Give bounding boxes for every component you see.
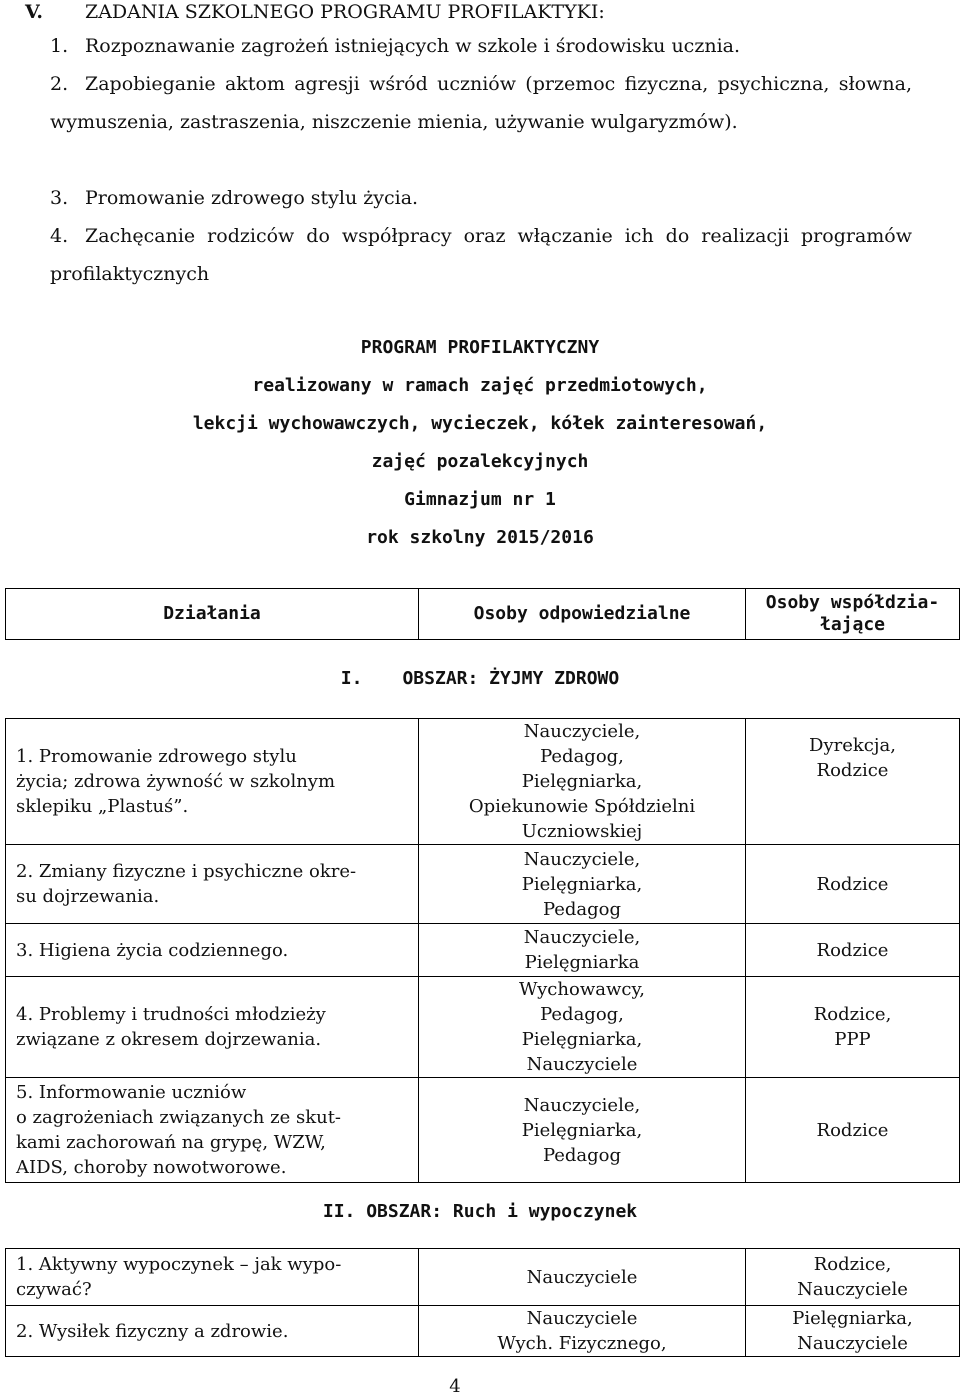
cell-line: Pielęgniarka, — [521, 873, 643, 895]
cell-line: kami zachorowań na grypę, WZW, — [16, 1132, 326, 1153]
cell-line: 5. Informowanie uczniów — [16, 1082, 247, 1103]
program-subtitle-line: zajęć pozalekcyjnych — [371, 451, 589, 472]
cell-line: Pielęgniarka — [524, 952, 640, 973]
task-number: 3. — [50, 187, 69, 209]
action-cell — [6, 719, 419, 845]
cell-line: Nauczyciele — [526, 1266, 638, 1288]
cell-line: Nauczyciele — [797, 1333, 908, 1354]
cell-line: Opiekunowie Spółdzielni — [468, 796, 696, 817]
partners-cell — [746, 1249, 960, 1306]
area-roman-numeral: I. — [340, 668, 363, 689]
area-title: OBSZAR: ŻYJMY ZDROWO — [402, 668, 620, 689]
cell-line: su dojrzewania. — [16, 886, 160, 907]
cell-line: Pielęgniarka, — [792, 1308, 913, 1329]
cell-line: o zagrożeniach związanych ze skut- — [16, 1107, 342, 1128]
cell-line: Pielęgniarka, — [521, 1029, 643, 1050]
cell-line: Rodzice — [816, 873, 889, 895]
responsible-cell — [419, 924, 746, 977]
cell-line: Nauczyciele — [526, 1308, 638, 1329]
cell-line: 4. Problemy i trudności młodzieży — [16, 1004, 326, 1025]
action-cell — [6, 924, 419, 977]
program-subtitle-line: realizowany w ramach zajęć przedmiotowych, — [252, 375, 708, 396]
cell-line: Rodzice — [816, 1119, 889, 1141]
responsible-cell — [419, 977, 746, 1078]
column-header-partners-line: łające — [819, 614, 886, 635]
responsible-cell — [419, 1306, 746, 1357]
task-text: Zachęcanie rodziców do współpracy oraz włączanie ich do realizacji programów profilaktycznych — [50, 225, 912, 285]
task-number: 2. — [50, 73, 69, 95]
responsible-cell — [419, 719, 746, 845]
school-year: rok szkolny 2015/2016 — [366, 527, 594, 548]
responsible-cell — [419, 1078, 746, 1183]
cell-line: 2. Wysiłek fizyczny a zdrowie. — [16, 1320, 289, 1342]
task-text: Promowanie zdrowego stylu życia. — [85, 187, 419, 209]
section-number: V. — [25, 1, 44, 23]
cell-line: Uczniowskiej — [521, 821, 643, 842]
action-cell — [6, 1306, 419, 1357]
partners-cell — [746, 845, 960, 924]
column-header-partners-line: Osoby współdzia- — [765, 592, 940, 613]
cell-line: Rodzice — [816, 939, 889, 961]
partners-cell — [746, 719, 960, 845]
partners-cell — [746, 1306, 960, 1357]
task-number: 4. — [50, 225, 69, 247]
area-heading: II. OBSZAR: Ruch i wypoczynek — [322, 1201, 638, 1222]
cell-line: Pedagog — [542, 1144, 622, 1166]
table-row — [6, 1078, 960, 1183]
task-item — [50, 179, 912, 217]
partners-cell — [746, 924, 960, 977]
area-heading — [0, 667, 960, 691]
task-item — [50, 65, 912, 141]
cell-line: Rodzice — [816, 760, 889, 781]
cell-line: Nauczyciele — [797, 1279, 908, 1300]
column-header-responsible: Osoby odpowiedzialne — [419, 589, 746, 640]
cell-line: Nauczyciele, — [523, 721, 641, 742]
area2-table — [5, 1248, 960, 1357]
cell-line: Nauczyciele, — [523, 1094, 641, 1116]
section-heading — [25, 0, 605, 24]
cell-line: Wychowawcy, — [519, 979, 645, 1000]
program-title: PROGRAM PROFILAKTYCZNY — [360, 337, 600, 358]
section-title: ZADANIA SZKOLNEGO PROGRAMU PROFILAKTYKI: — [85, 1, 605, 23]
area1-table — [5, 718, 960, 1183]
column-header-partners — [746, 589, 960, 640]
task-item — [50, 27, 912, 65]
cell-line: Pielęgniarka, — [521, 771, 643, 792]
cell-line: Pielęgniarka, — [521, 1119, 643, 1141]
table-row — [6, 1249, 960, 1306]
table-row — [6, 977, 960, 1078]
task-text: Zapobieganie aktom agresji wśród uczniów (przemoc fizyczna, psychiczna, słowna, wymuszenia, zastraszenia, niszczenie mienia, używanie wulgaryzmów). — [50, 73, 912, 133]
cell-line: życia; zdrowa żywność w szkolnym — [16, 771, 336, 792]
action-cell — [6, 1249, 419, 1306]
cell-line: Nauczyciele, — [523, 848, 641, 870]
cell-line: 2. Zmiany fizyczne i psychiczne okre- — [16, 861, 357, 882]
partners-cell — [746, 1078, 960, 1183]
action-cell — [6, 977, 419, 1078]
table-row — [6, 924, 960, 977]
cell-line: 1. Promowanie zdrowego stylu — [16, 746, 297, 767]
cell-line: Rodzice, — [813, 1004, 892, 1025]
cell-line: 1. Aktywny wypoczynek – jak wypo- — [16, 1254, 342, 1275]
responsible-cell — [419, 1249, 746, 1306]
cell-line: Pedagog, — [540, 746, 624, 767]
cell-line: Nauczyciele — [526, 1054, 638, 1075]
cell-line: Dyrekcja, — [809, 735, 896, 756]
action-cell — [6, 1078, 419, 1183]
cell-line: związane z okresem dojrzewania. — [16, 1029, 322, 1050]
cell-line: Pedagog — [542, 898, 622, 920]
cell-line: Wych. Fizycznego, — [497, 1333, 667, 1354]
cell-line: sklepiku „Plastuś”. — [16, 796, 189, 817]
table-header — [5, 588, 960, 640]
program-subtitle-line: lekcji wychowawczych, wycieczek, kółek zainteresowań, — [192, 413, 768, 434]
cell-line: czywać? — [16, 1279, 92, 1300]
partners-cell — [746, 977, 960, 1078]
cell-line: PPP — [834, 1029, 871, 1050]
task-number: 1. — [50, 35, 69, 57]
page-number: 4 — [449, 1376, 461, 1397]
cell-line: Rodzice, — [813, 1254, 892, 1275]
task-item — [50, 217, 912, 293]
cell-line: AIDS, choroby nowotworowe. — [16, 1157, 287, 1178]
column-header-actions: Działania — [6, 589, 419, 640]
action-cell — [6, 845, 419, 924]
cell-line: Pedagog, — [540, 1004, 624, 1025]
task-text: Rozpoznawanie zagrożeń istniejących w szkole i środowisku ucznia. — [85, 35, 741, 57]
responsible-cell — [419, 845, 746, 924]
cell-line: Nauczyciele, — [523, 927, 641, 948]
table-row — [6, 1306, 960, 1357]
table-row — [6, 845, 960, 924]
table-row — [6, 719, 960, 845]
cell-line: 3. Higiena życia codziennego. — [16, 939, 289, 961]
school-name: Gimnazjum nr 1 — [404, 489, 556, 510]
